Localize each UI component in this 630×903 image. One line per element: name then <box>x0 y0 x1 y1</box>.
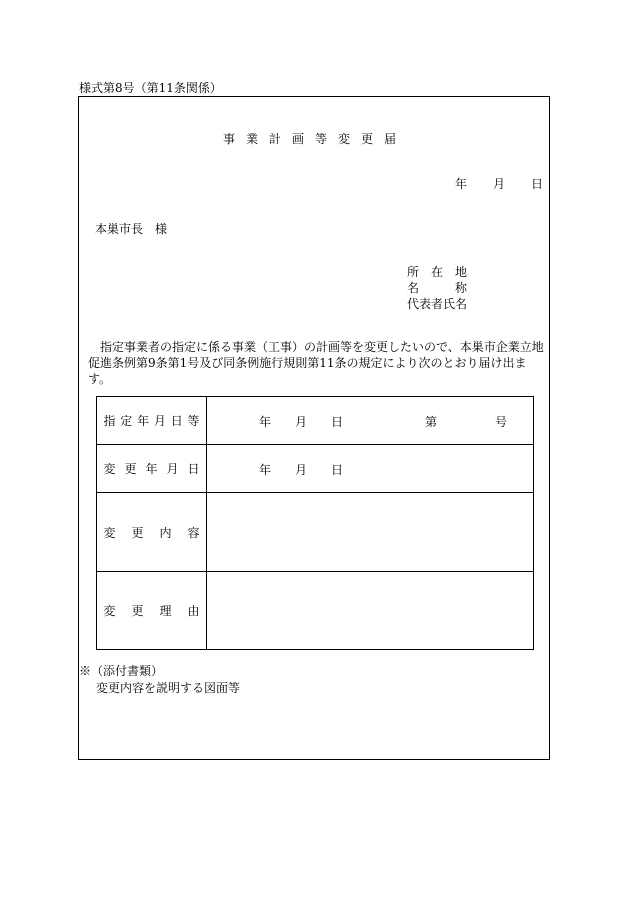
change-month: 月 <box>295 463 308 477</box>
addressee: 本巣市長 様 <box>95 222 168 236</box>
change-date-label: 変更年月日 <box>103 462 200 476</box>
document-title: 事業計画等変更届 <box>222 132 407 146</box>
designation-month: 月 <box>295 415 308 429</box>
designation-year: 年 <box>259 415 272 429</box>
date-day: 日 <box>531 177 544 191</box>
attachments-item: 変更内容を説明する図面等 <box>96 681 241 695</box>
change-content-value[interactable] <box>207 493 534 572</box>
date-year: 年 <box>455 177 468 191</box>
designation-day: 日 <box>331 415 344 429</box>
body-text: 指定事業者の指定に係る事業（工事）の計画等を変更したいので、本巣市企業立地促進条例第9条第1号及び同条例施行規則第11条の規定により次のとおり届け出ます。 <box>88 340 544 386</box>
change-reason-value[interactable] <box>207 572 534 650</box>
name-label: 名 称 <box>407 281 468 295</box>
change-reason-label: 変更理由 <box>103 604 200 618</box>
address-label: 所 在 地 <box>407 265 468 279</box>
form-number: 様式第8号（第11条関係） <box>79 81 222 95</box>
table-row-change-content <box>97 493 534 572</box>
table-row-designation-date <box>97 397 534 445</box>
date-month: 月 <box>493 177 506 191</box>
designation-date-label: 指定年月日等 <box>103 414 200 428</box>
change-content-label: 変更内容 <box>103 525 200 540</box>
submission-date <box>455 175 543 192</box>
designation-date-value[interactable] <box>207 397 534 445</box>
designation-number-prefix: 第 <box>425 415 438 429</box>
change-date-value[interactable] <box>207 445 534 493</box>
attachments-heading: ※（添付書類） <box>79 664 164 678</box>
table-row-change-date <box>97 445 534 493</box>
designation-number-suffix: 号 <box>495 415 508 429</box>
change-day: 日 <box>331 463 344 477</box>
detail-table <box>96 396 534 650</box>
applicant-block <box>407 264 467 312</box>
table-row-change-reason <box>97 572 534 650</box>
representative-label: 代表者氏名 <box>407 297 468 311</box>
change-year: 年 <box>259 463 272 477</box>
